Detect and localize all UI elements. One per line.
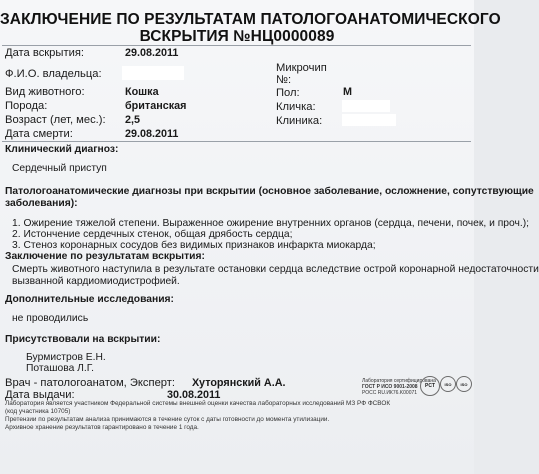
document-title-line2: ВСКРЫТИЯ №НЦ0000089: [139, 28, 335, 45]
present-heading: Присутствовали на вскрытии:: [5, 334, 161, 345]
clinical-diagnosis-heading: Клинический диагноз:: [5, 144, 119, 155]
footer-line2: (код участника 10705): [5, 408, 71, 415]
sex-label: Пол:: [276, 87, 300, 99]
clinic-redacted: [342, 114, 396, 126]
microchip-label-2: №:: [276, 74, 292, 86]
present-name-2: Поташова Л.Г.: [26, 363, 94, 374]
pathology-item-1: 1. Ожирение тяжелой степени. Выраженное ожирение внутренних органов (сердца, печени, почек, и проч.);: [12, 218, 530, 229]
doctor-name: Хуторянский А.А.: [192, 377, 286, 389]
accreditation-line3: РОСС RU.ИК76.K00071: [362, 390, 418, 396]
conclusion-line2: вызванной кардиомиодистрофией.: [12, 276, 180, 287]
age-label: Возраст (лет, мес.):: [5, 114, 106, 126]
species-label: Вид животного:: [5, 86, 85, 98]
footer-line4: Архивное хранение результатов гарантировано в течение 1 года.: [5, 424, 199, 431]
title-divider: [2, 45, 471, 46]
death-date-value: 29.08.2011: [125, 128, 179, 140]
footer-line1: Лаборатория является участником Федеральной системы внешней оценки качества лабораторных исследований МЗ РФ ФСВОК: [5, 400, 391, 407]
pathology-item-2: 2. Истончение сердечных стенок, общая дрябость сердца;: [12, 229, 293, 240]
pathology-heading-line1: Патологоанатомические диагнозы при вскрытии (основное заболевание, осложнение, сопутствующие: [5, 186, 534, 197]
autopsy-date-label: Дата вскрытия:: [5, 47, 84, 59]
accreditation-line2: ГОСТ Р ИСО 9001-2008: [362, 384, 418, 390]
present-name-1: Бурмистров Е.Н.: [26, 352, 106, 363]
autopsy-date-value: 29.08.2011: [125, 47, 179, 59]
iso-logo-text-1: ISO: [444, 381, 452, 387]
accreditation-line1: Лаборатория сертифицирована: [362, 378, 436, 384]
owner-label: Ф.И.О. владельца:: [5, 68, 102, 80]
breed-value: британская: [125, 100, 187, 112]
pathology-heading-line2: заболевания):: [5, 198, 78, 209]
death-date-label: Дата смерти:: [5, 128, 73, 140]
additional-heading: Дополнительные исследования:: [5, 294, 174, 305]
iso-logo-icon: [440, 376, 456, 392]
issue-date-value: 30.08.2011: [167, 389, 221, 401]
nickname-label: Кличка:: [276, 101, 316, 113]
pathology-item-3: 3. Стеноз коронарных сосудов без видимых признаков инфаркта миокарда;: [12, 240, 376, 251]
fields-divider: [2, 141, 471, 142]
iso-logo-icon-2: [456, 376, 472, 392]
sex-value: М: [343, 86, 352, 98]
doctor-label: Врач - патологоанатом, Эксперт:: [5, 377, 176, 389]
footer-line3: Претензии по результатам анализа принимаются в течение суток с даты готовности до момента утилизации.: [5, 416, 330, 423]
additional-text: не проводились: [12, 313, 89, 324]
pct-logo-text: PCT: [425, 383, 435, 389]
clinic-label: Клиника:: [276, 115, 323, 127]
breed-label: Порода:: [5, 100, 48, 112]
conclusion-line1: Смерть животного наступила в результате остановки сердца вследствие острой коронарной недостаточности: [12, 264, 539, 275]
nickname-redacted: [342, 100, 390, 112]
microchip-label-1: Микрочип: [276, 62, 327, 74]
iso-logo-text-2: ISO: [460, 381, 468, 387]
species-value: Кошка: [125, 86, 159, 98]
issue-date-label: Дата выдачи:: [5, 389, 75, 401]
document-title-line1: ЗАКЛЮЧЕНИЕ ПО РЕЗУЛЬТАТАМ ПАТОЛОГОАНАТОМИЧЕСКОГО: [0, 11, 501, 28]
age-value: 2,5: [125, 114, 141, 126]
owner-redacted: [122, 66, 184, 80]
clinical-diagnosis-text: Сердечный приступ: [12, 163, 107, 174]
conclusion-heading: Заключение по результатам вскрытия:: [5, 251, 205, 262]
pct-logo-icon: [420, 376, 440, 396]
